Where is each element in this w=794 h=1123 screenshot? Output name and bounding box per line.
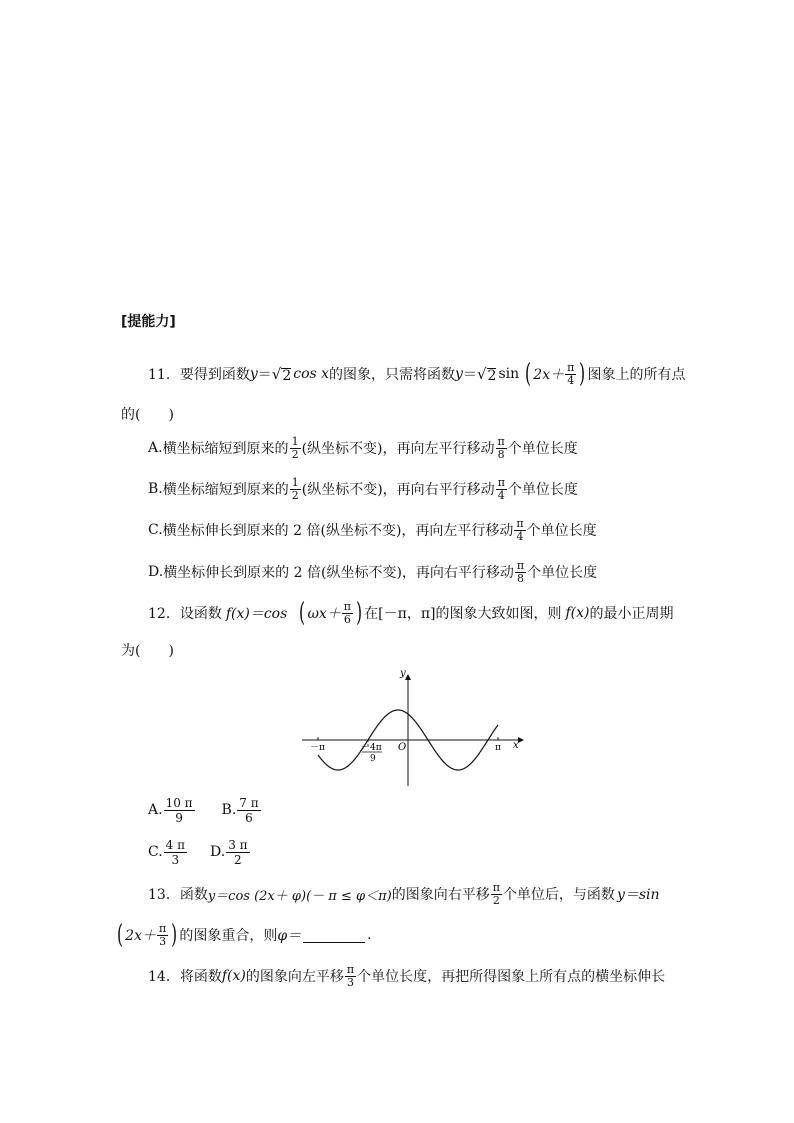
option-text: 个单位长度 — [526, 523, 597, 539]
pos-pi-label: π — [495, 743, 501, 753]
fraction-pi-over-6: $\frac{\pi}{6}$ — [343, 599, 351, 626]
arg: ωx＋ — [307, 606, 341, 622]
y-axis-arrow — [405, 674, 411, 680]
function: f(x) — [221, 968, 246, 984]
y-axis-label: y — [400, 668, 406, 679]
question-12-line-2: 为( ) — [121, 643, 174, 659]
origin-label: O — [398, 742, 407, 753]
section-header: [提能力] — [121, 314, 176, 330]
option-text: 横坐标缩短到原来的 — [162, 441, 289, 457]
q12-options-row-1 — [148, 795, 262, 825]
sqrt-expression: √ 2 — [476, 365, 497, 384]
option-d-value: $\frac{3 \pi}{2}$ — [228, 837, 248, 867]
option-d — [148, 560, 597, 584]
text: 将函数 — [179, 969, 222, 985]
option-label: B. — [148, 481, 163, 497]
option-text: 个单位长度 — [527, 565, 598, 581]
option-label: D. — [210, 844, 226, 860]
text: 的图象向右平移 — [391, 887, 490, 903]
question-number: 13． — [148, 887, 180, 903]
question-12-line-1 — [148, 598, 674, 628]
arg: 2x＋ — [533, 367, 565, 383]
fraction: $\frac{\pi}{4}$ — [516, 516, 524, 543]
fraction: $\frac{1}{2}$ — [291, 475, 299, 502]
question-13-line-1 — [148, 882, 660, 906]
fraction: $\frac{\pi}{8}$ — [497, 434, 505, 461]
option-text: (纵坐标不变)，再向左平行移动 — [301, 441, 495, 457]
y-sin: y＝sin — [616, 887, 660, 903]
text: 个单位后，与函数 — [502, 887, 615, 903]
marker-den-label: 9 — [370, 754, 376, 764]
option-label: D. — [148, 564, 164, 580]
question-number: 11． — [148, 367, 180, 383]
option-c-value: $\frac{4 \pi}{3}$ — [165, 837, 186, 867]
option-a — [148, 436, 578, 460]
equals: ＝ — [462, 367, 477, 383]
var-y: y — [249, 366, 258, 382]
var-y: y — [455, 366, 463, 382]
left-paren: ( — [299, 598, 306, 628]
x-axis-arrow — [518, 737, 524, 743]
text: 的图象重合，则 — [179, 928, 278, 944]
cos-x: cos x — [293, 366, 330, 382]
q12-options-row-2 — [148, 837, 251, 867]
function: f(x)＝cos — [225, 606, 288, 622]
fraction: $\frac{\pi}{4}$ — [497, 475, 505, 502]
option-text: 个单位长度 — [507, 441, 578, 457]
question-number: 12． — [148, 606, 180, 622]
option-label: A. — [148, 440, 163, 456]
option-label: A. — [148, 802, 163, 818]
option-a-value: $\frac{10 \pi}{9}$ — [165, 795, 193, 825]
fraction-pi-over-2: $\frac{\pi}{2}$ — [492, 880, 500, 907]
question-13-line-2 — [115, 922, 372, 948]
option-c — [148, 518, 597, 542]
text: 的最小正周期 — [589, 606, 674, 622]
right-paren: ) — [171, 920, 178, 950]
function: f(x) — [565, 605, 590, 621]
option-label: C. — [148, 522, 163, 538]
option-label: C. — [148, 844, 163, 860]
sqrt-expression: √ 2 — [271, 365, 292, 384]
right-paren: ) — [356, 598, 363, 628]
answer-blank[interactable] — [303, 928, 365, 943]
text: 要得到函数 — [179, 367, 250, 383]
option-text: 横坐标伸长到原来的 2 倍(纵坐标不变)，再向左平行移动 — [162, 523, 514, 539]
marker-num-label: －4π — [361, 743, 382, 753]
period: . — [367, 927, 372, 943]
option-label: B. — [221, 802, 237, 818]
text: 的图象向左平移 — [245, 969, 344, 985]
text: 设函数 — [179, 606, 222, 622]
expression: y＝cos (2x＋ φ)(－ π ≤ φ＜π) — [207, 888, 392, 904]
question-14-line-1 — [148, 964, 665, 988]
phi-equals: φ＝ — [277, 928, 302, 944]
x-axis-label: x — [513, 740, 519, 751]
fraction-pi-over-3: $\frac{\pi}{3}$ — [346, 962, 355, 989]
right-paren: ) — [579, 359, 586, 389]
option-text: 横坐标伸长到原来的 2 倍(纵坐标不变)，再向右平行移动 — [163, 565, 514, 581]
sin: sin — [498, 366, 520, 382]
text: 函数 — [179, 887, 208, 903]
left-paren: ( — [525, 359, 532, 389]
text: 图象上的所有点 — [587, 367, 686, 383]
arg: 2x＋ — [125, 928, 156, 944]
fraction-pi-over-3: $\frac{\pi}{3}$ — [158, 921, 167, 948]
text: 的图象，只需将函数 — [329, 367, 456, 383]
text: 个单位长度，再把所得图象上所有点的横坐标伸长 — [357, 969, 666, 985]
neg-pi-label: －π — [310, 743, 325, 753]
option-b-value: $\frac{7 \pi}{6}$ — [239, 795, 259, 825]
option-text: (纵坐标不变)，再向右平行移动 — [301, 482, 495, 498]
text: 在[－π，π]的图象大致如图，则 — [364, 606, 562, 622]
question-11-line-2: 的( ) — [121, 407, 174, 423]
function-graph — [296, 664, 526, 788]
question-number: 14． — [148, 969, 180, 985]
fraction: $\frac{1}{2}$ — [291, 434, 299, 461]
option-text: 横坐标缩短到原来的 — [162, 482, 289, 498]
left-paren: ( — [117, 920, 124, 950]
equals: ＝ — [257, 367, 272, 383]
question-11-line-1 — [148, 359, 686, 389]
fraction: $\frac{\pi}{8}$ — [516, 558, 525, 585]
fraction-pi-over-4: $\frac{\pi}{4}$ — [567, 360, 575, 387]
option-b — [148, 477, 578, 501]
option-text: 个单位长度 — [507, 482, 578, 498]
